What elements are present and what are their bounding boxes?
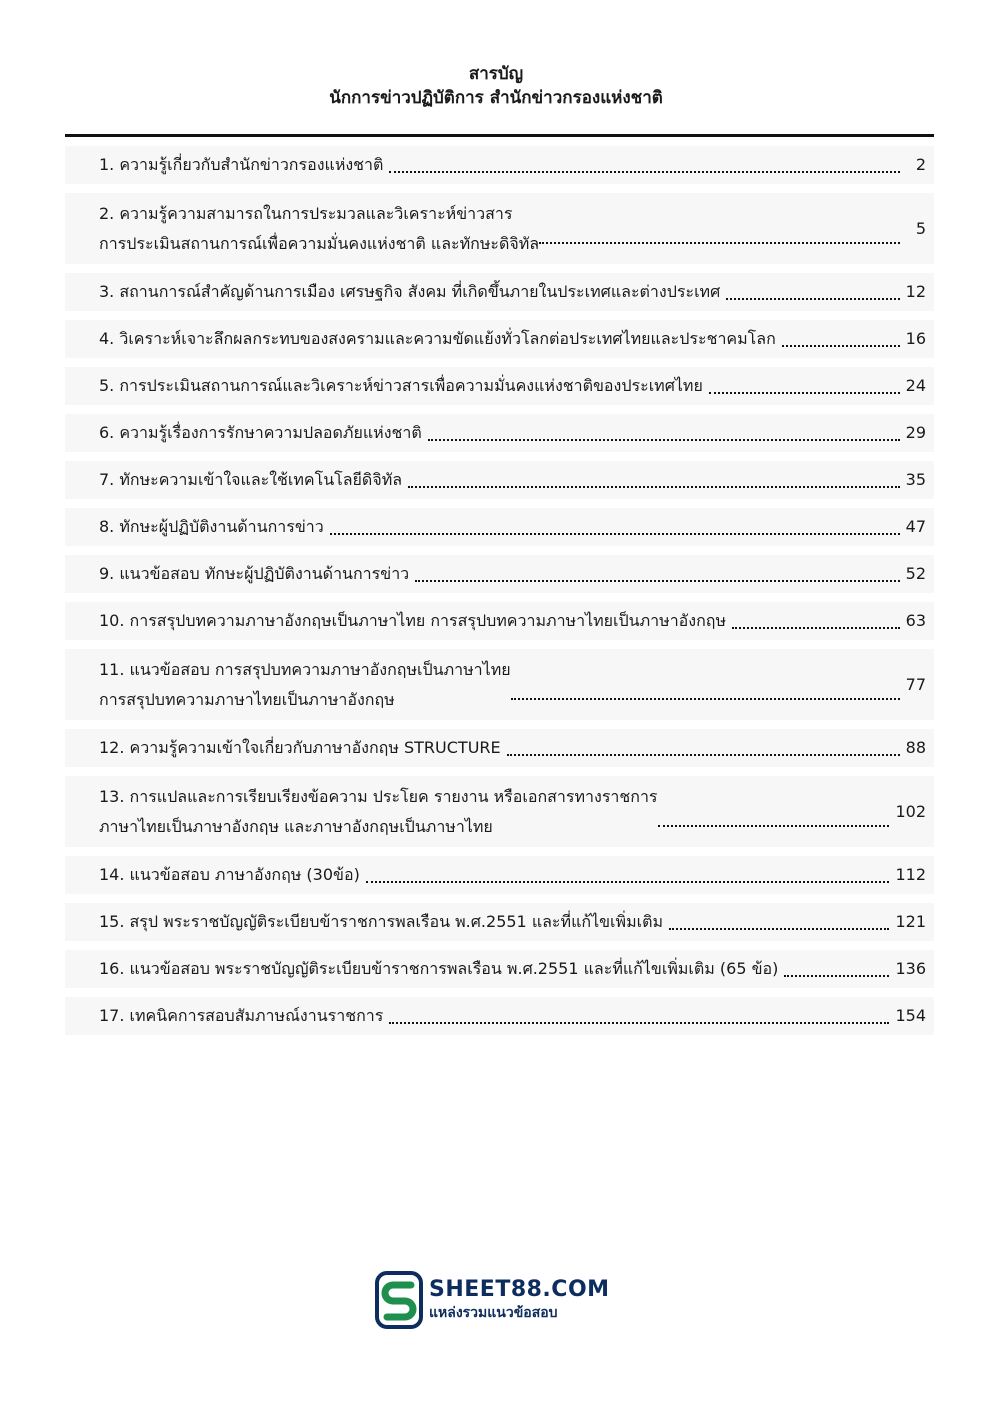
toc-entry[interactable]	[65, 273, 934, 311]
toc-entry[interactable]	[65, 729, 934, 767]
toc-page-number: 12	[905, 282, 926, 301]
toc-entry[interactable]	[65, 193, 934, 264]
toc-entry[interactable]	[65, 856, 934, 894]
toc-entry-label	[99, 465, 402, 495]
toc-page-number: 24	[905, 376, 926, 395]
toc-entry[interactable]	[65, 367, 934, 405]
toc-entry-line: 9. แนวข้อสอบ ทักษะผู้ปฏิบัติงานด้านการข่าว	[99, 564, 410, 583]
toc-entry-line: 7. ทักษะความเข้าใจและใช้เทคโนโลยีดิจิทัล	[99, 470, 403, 489]
toc-entry-line: 17. เทคนิคการสอบสัมภาษณ์งานราชการ	[99, 1006, 384, 1025]
dot-leader	[330, 533, 900, 535]
dot-leader	[732, 627, 900, 629]
dot-leader	[389, 171, 900, 173]
toc-entry-line: 3. สถานการณ์สำคัญด้านการเมือง เศรษฐกิจ สังคม ที่เกิดขึ้นภายในประเทศและต่างประเทศ	[99, 282, 721, 301]
toc-entry[interactable]	[65, 997, 934, 1035]
brand-name: SHEET88.COM	[429, 1277, 610, 1302]
dot-leader	[709, 392, 900, 394]
toc-entry-label	[99, 324, 776, 354]
dot-leader	[389, 1022, 889, 1024]
toc-entry[interactable]	[65, 950, 934, 988]
toc-page-number: 52	[905, 564, 926, 583]
toc-entry-label	[99, 1001, 383, 1031]
page-title: สารบัญ	[468, 64, 524, 84]
toc-entry-line: 16. แนวข้อสอบ พระราชบัญญัติระเบียบข้าราชการพลเรือน พ.ศ.2551 และที่แก้ไขเพิ่มเติม (65 ข้อ)	[99, 959, 779, 978]
toc-entry-line: 11. แนวข้อสอบ การสรุปบทความภาษาอังกฤษเป็นภาษาไทย	[99, 659, 511, 679]
toc-page-number: 5	[915, 218, 926, 238]
toc-entry-label	[99, 860, 360, 890]
toc-entry[interactable]	[65, 146, 934, 184]
dot-leader	[366, 881, 890, 883]
dot-leader	[782, 345, 900, 347]
dot-leader	[507, 754, 900, 756]
toc-entry-line: ภาษาไทยเป็นภาษาอังกฤษ และภาษาอังกฤษเป็นภาษาไทย	[99, 816, 493, 836]
dot-leader	[408, 486, 900, 488]
toc-entry-label	[99, 907, 663, 937]
toc-page-number: 63	[905, 611, 926, 630]
document-header	[0, 62, 992, 110]
toc-entry[interactable]	[65, 414, 934, 452]
toc-entry-label	[99, 559, 409, 589]
toc-entry-label	[99, 418, 422, 448]
brand-tagline: แหล่งรวมแนวข้อสอบ	[429, 1305, 558, 1321]
toc-entry[interactable]	[65, 602, 934, 640]
toc-entry[interactable]	[65, 508, 934, 546]
toc-entry-line: 6. ความรู้เรื่องการรักษาความปลอดภัยแห่งชาติ	[99, 423, 422, 442]
toc-entry-label	[99, 371, 703, 401]
dot-leader	[669, 928, 889, 930]
toc-entry[interactable]	[65, 320, 934, 358]
toc-entry-line: 1. ความรู้เกี่ยวกับสำนักข่าวกรองแห่งชาติ	[99, 155, 384, 174]
toc-page-number: 136	[895, 959, 926, 978]
toc-entry-label	[99, 606, 726, 636]
sheet88-logo-icon	[375, 1271, 423, 1329]
toc-entry[interactable]	[65, 555, 934, 593]
dot-leader	[784, 975, 889, 977]
toc-entry-line: การประเมินสถานการณ์เพื่อความมั่นคงแห่งชาติ และทักษะดิจิทัล	[99, 233, 540, 253]
dot-leader	[511, 698, 900, 700]
toc-page-number: 2	[915, 155, 926, 174]
toc-entry-label	[99, 782, 658, 842]
toc-page-number: 102	[895, 801, 926, 821]
toc-entry-line: 15. สรุป พระราชบัญญัติระเบียบข้าราชการพลเรือน พ.ศ.2551 และที่แก้ไขเพิ่มเติม	[99, 912, 664, 931]
toc-entry-label	[99, 199, 539, 259]
toc-entry-label	[99, 954, 778, 984]
toc-page-number: 121	[895, 912, 926, 931]
toc-entry-line: 10. การสรุปบทความภาษาอังกฤษเป็นภาษาไทย การสรุปบทความภาษาไทยเป็นภาษาอังกฤษ	[99, 611, 727, 630]
toc-entry-line: 13. การแปลและการเรียบเรียงข้อความ ประโยค รายงาน หรือเอกสารทางราชการ	[99, 786, 658, 806]
toc-entry-line: 8. ทักษะผู้ปฏิบัติงานด้านการข่าว	[99, 517, 324, 536]
toc-page-number: 16	[905, 329, 926, 348]
dot-leader	[658, 825, 890, 827]
toc-entry[interactable]	[65, 649, 934, 720]
dot-leader	[539, 242, 900, 244]
table-of-contents	[65, 146, 934, 1044]
toc-entry-label	[99, 512, 324, 542]
toc-entry-line: 4. วิเคราะห์เจาะลึกผลกระทบของสงครามและความขัดแย้งทั่วโลกต่อประเทศไทยและประชาคมโลก	[99, 329, 776, 348]
toc-page-number: 35	[905, 470, 926, 489]
dot-leader	[428, 439, 900, 441]
toc-entry-label	[99, 733, 501, 763]
footer-logo	[375, 1270, 615, 1330]
toc-entry-label	[99, 150, 383, 180]
toc-entry[interactable]	[65, 903, 934, 941]
header-divider	[65, 134, 934, 137]
toc-entry[interactable]	[65, 776, 934, 847]
toc-page-number: 77	[905, 674, 926, 694]
toc-page-number: 47	[905, 517, 926, 536]
toc-entry-line: 14. แนวข้อสอบ ภาษาอังกฤษ (30ข้อ)	[99, 865, 360, 884]
toc-page-number: 154	[895, 1006, 926, 1025]
toc-page-number: 112	[895, 865, 926, 884]
toc-entry-line: 12. ความรู้ความเข้าใจเกี่ยวกับภาษาอังกฤษ STRUCTURE	[99, 738, 501, 757]
toc-page-number: 29	[905, 423, 926, 442]
toc-entry-label	[99, 277, 720, 307]
toc-entry-line: 5. การประเมินสถานการณ์และวิเคราะห์ข่าวสารเพื่อความมั่นคงแห่งชาติของประเทศไทย	[99, 376, 703, 395]
toc-entry-label	[99, 655, 511, 715]
dot-leader	[726, 298, 899, 300]
toc-entry-line: 2. ความรู้ความสามารถในการประมวลและวิเคราะห์ข่าวสาร	[99, 203, 513, 223]
toc-page-number: 88	[905, 738, 926, 757]
page-subtitle: นักการข่าวปฏิบัติการ สำนักข่าวกรองแห่งชาติ	[329, 88, 663, 108]
toc-entry-line: การสรุปบทความภาษาไทยเป็นภาษาอังกฤษ	[99, 689, 395, 709]
dot-leader	[415, 580, 899, 582]
toc-entry[interactable]	[65, 461, 934, 499]
